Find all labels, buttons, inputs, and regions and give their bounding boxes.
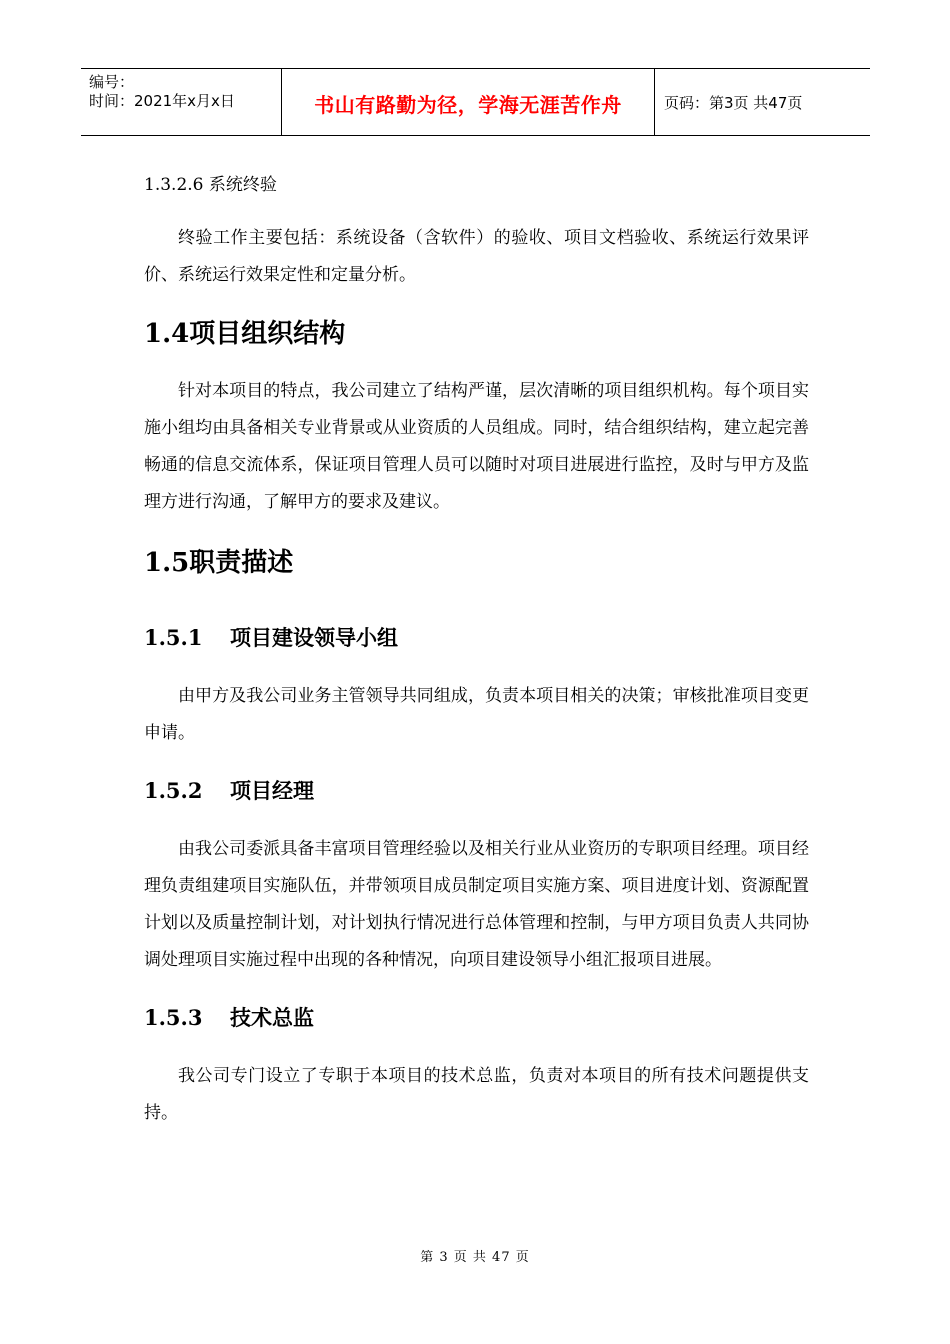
page-header [81, 68, 870, 136]
section-1-5-1-paragraph: 由甲方及我公司业务主管领导共同组成，负责本项目相关的决策；审核批准项目变更申请。 [144, 686, 809, 743]
section-1-5-2-number: 1.5.2 [144, 778, 203, 803]
header-meta-cell [81, 69, 282, 135]
section-1-5-2-title: 项目经理 [230, 778, 314, 803]
document-date: 时间：2021年x月x日 [89, 92, 235, 110]
header-page-info: 页码：第3页 共47页 [664, 93, 803, 112]
section-1-4-title: 1.4项目组织结构 [144, 319, 346, 349]
section-1-5-3-paragraph: 我公司专门设立了专职于本项目的技术总监，负责对本项目的所有技术问题提供支持。 [144, 1066, 809, 1123]
header-motto: 书山有路勤为径，学海无涯苦作舟 [282, 69, 655, 135]
page-footer: 第 3 页 共 47 页 [420, 1250, 530, 1265]
section-1-5-2-heading [144, 774, 809, 808]
section-1-5-1-heading [144, 621, 809, 655]
section-1-5-title: 1.5职责描述 [144, 548, 294, 578]
section-1-5-3-heading [144, 1001, 809, 1035]
section-1-5-2-paragraph: 由我公司委派具备丰富项目管理经验以及相关行业从业资历的专职项目经理。项目经理负责组建项目实施队伍，并带领项目成员制定项目实施方案、项目进度计划、资源配置计划以及质量控制计划，对计划执行情况进行总体管理和控制，与甲方项目负责人共同协调处理项目实施过程中出现的各种情况，向项目建设领导小组汇报项目进展。 [144, 839, 809, 970]
section-1-5-3-number: 1.5.3 [144, 1005, 203, 1030]
section-1-4-paragraph: 针对本项目的特点，我公司建立了结构严谨，层次清晰的项目组织机构。每个项目实施小组均由具备相关专业背景或从业资质的人员组成。同时，结合组织结构，建立起完善畅通的信息交流体系，保证项目管理人员可以随时对项目进展进行监控，及时与甲方及监理方进行沟通，了解甲方的要求及建议。 [144, 381, 809, 512]
section-1-5-1-title: 项目建设领导小组 [230, 625, 398, 650]
section-1-5-3-title: 技术总监 [230, 1005, 314, 1030]
document-body [144, 170, 809, 1132]
section-1-3-2-6-title: 1.3.2.6 系统终验 [144, 175, 277, 195]
document-code-label: 编号： [89, 73, 135, 91]
section-1-3-2-6-paragraph: 终验工作主要包括：系统设备（含软件）的验收、项目文档验收、系统运行效果评价、系统运行效果定性和定量分析。 [144, 228, 809, 285]
section-1-5-1-number: 1.5.1 [144, 625, 203, 650]
